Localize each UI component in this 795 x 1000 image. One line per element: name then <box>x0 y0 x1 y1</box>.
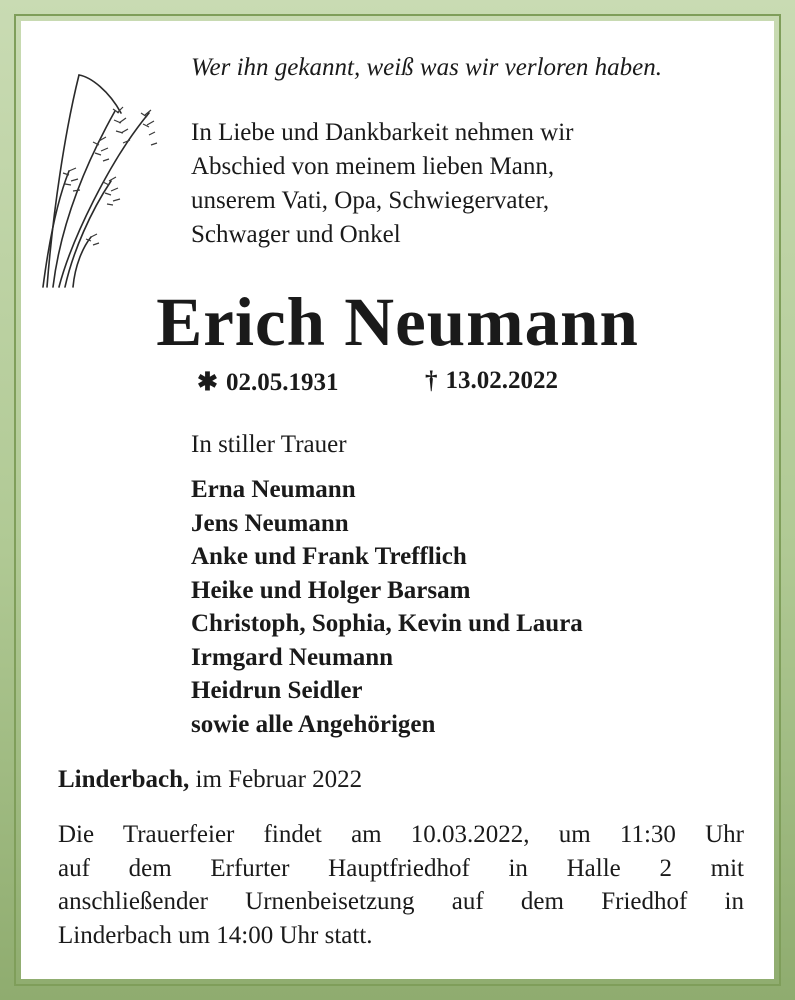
intro-line: In Liebe und Dankbarkeit nehmen wir <box>191 119 574 146</box>
place-name: Linderbach, <box>58 766 190 793</box>
ceremony-line: Die Trauerfeier findet am 10.03.2022, um 11:30 Uhr <box>58 821 744 848</box>
mourner: Heike und Holger Barsam <box>191 576 471 604</box>
intro-line: Schwager und Onkel <box>191 221 401 248</box>
obituary-card <box>21 21 774 979</box>
mourner: Erna Neumann <box>191 476 356 503</box>
birth-date-value: 02.05.1931 <box>225 369 339 396</box>
mourner: Irmgard Neumann <box>191 643 394 671</box>
ceremony-line: anschließender Urnenbeisetzung auf dem Friedhof in <box>58 888 744 915</box>
death-date-value: 13.02.2022 <box>445 367 558 394</box>
intro-line: unserem Vati, Opa, Schwiegervater, <box>191 187 550 214</box>
grass-ears-icon <box>39 51 169 291</box>
ceremony-line: Linderbach um 14:00 Uhr statt. <box>58 921 373 949</box>
deceased-name: Erich Neumann <box>156 284 639 360</box>
ceremony-text <box>58 818 744 952</box>
mourner: Anke und Frank Trefflich <box>191 543 467 570</box>
mourners-list <box>191 473 583 741</box>
mourning-title: In stiller Trauer <box>191 431 347 458</box>
mourner: Christoph, Sophia, Kevin und Laura <box>191 610 583 637</box>
cross-icon: † <box>425 367 438 394</box>
place-date: im Februar 2022 <box>195 766 363 793</box>
intro-line: Abschied von meinem lieben Mann, <box>191 153 555 180</box>
birth-star-icon: ✱ <box>197 369 218 396</box>
mourner: sowie alle Angehörigen <box>191 710 436 738</box>
ceremony-line: auf dem Erfurter Hauptfriedhof in Halle 2 mit <box>58 854 744 882</box>
intro-text <box>191 116 574 252</box>
birth-date <box>197 367 338 397</box>
death-date <box>425 367 558 395</box>
mourner: Jens Neumann <box>191 509 349 537</box>
motto: Wer ihn gekannt, weiß was wir verloren haben. <box>191 54 663 81</box>
place-and-date <box>58 766 362 794</box>
mourner: Heidrun Seidler <box>191 677 363 704</box>
